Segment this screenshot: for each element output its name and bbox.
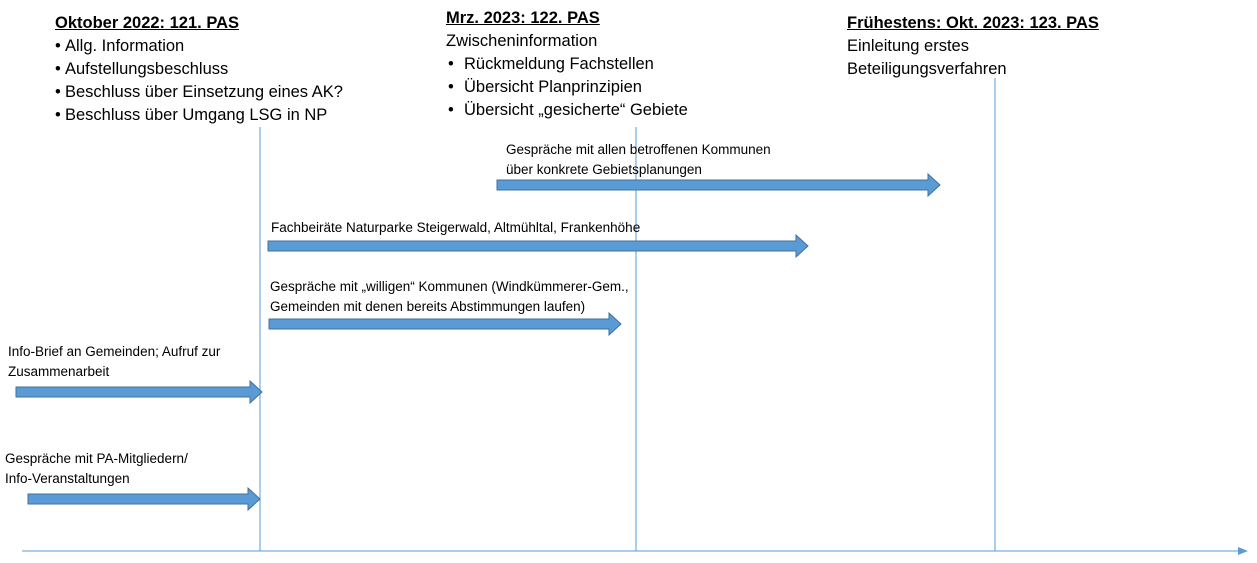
agenda-item: • Rückmeldung Fachstellen <box>446 53 688 76</box>
milestone-oct-2023 <box>847 12 1099 81</box>
task-label-info-brief <box>8 342 220 382</box>
task-label-pa-mitglieder <box>5 449 188 489</box>
milestone-title: Oktober 2022: 121. PAS <box>55 14 240 32</box>
agenda-item: • Beschluss über Einsetzung eines AK? <box>55 81 343 104</box>
task-label-line: Gemeinden mit denen bereits Abstimmungen laufen) <box>270 299 586 314</box>
time-axis-arrowhead <box>1238 547 1248 555</box>
task-label-line: über konkrete Gebietsplanungen <box>506 162 702 177</box>
task-label-line: Zusammenarbeit <box>8 364 110 379</box>
task-label-line: Gespräche mit PA-Mitgliedern/ <box>5 451 188 466</box>
milestone-subtitle: Zwischeninformation <box>446 32 598 50</box>
task-arrow-info-brief <box>16 381 262 403</box>
milestone-title: Frühestens: Okt. 2023: 123. PAS <box>847 14 1099 32</box>
agenda-item: • Übersicht „gesicherte“ Gebiete <box>446 99 688 122</box>
milestone-text-line: Beteiligungsverfahren <box>847 60 1007 78</box>
task-label-fachbeiraete-naturparke <box>271 218 640 238</box>
task-arrow-pa-mitglieder <box>28 488 260 510</box>
agenda-item: • Allg. Information <box>55 35 343 58</box>
task-label-line: Info-Brief an Gemeinden; Aufruf zur <box>8 344 221 359</box>
agenda-item: • Übersicht Planprinzipien <box>446 76 688 99</box>
milestone-oct-2022 <box>55 12 343 127</box>
milestone-title: Mrz. 2023: 122. PAS <box>446 9 600 27</box>
milestone-agenda-list <box>55 35 343 127</box>
milestone-text-line: Einleitung erstes <box>847 37 969 55</box>
task-label-kommunen-gebietsplanungen <box>506 140 771 180</box>
milestone-agenda-list <box>446 53 688 122</box>
task-label-willige-kommunen <box>270 277 629 317</box>
agenda-item: • Aufstellungsbeschluss <box>55 58 343 81</box>
agenda-item: • Beschluss über Umgang LSG in NP <box>55 104 343 127</box>
milestone-mar-2023 <box>446 7 688 122</box>
task-arrow-fachbeiraete-naturparke <box>268 235 808 257</box>
task-label-line: Fachbeiräte Naturparke Steigerwald, Altmühltal, Frankenhöhe <box>271 220 641 235</box>
task-label-line: Info-Veranstaltungen <box>5 471 130 486</box>
task-label-line: Gespräche mit allen betroffenen Kommunen <box>506 142 771 157</box>
task-label-line: Gespräche mit „willigen“ Kommunen (Windkümmerer-Gem., <box>270 279 629 294</box>
